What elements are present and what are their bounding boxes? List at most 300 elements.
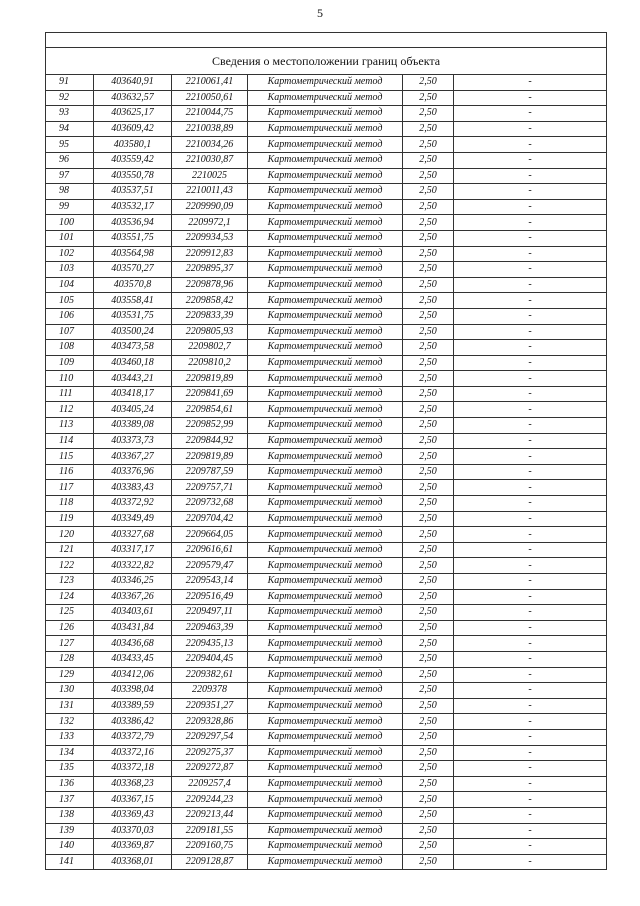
x-coordinate-cell: 403536,94 bbox=[94, 215, 172, 231]
accuracy-cell: 2,50 bbox=[403, 651, 454, 667]
method-cell: Картометрический метод bbox=[248, 761, 403, 777]
x-coordinate-cell: 403322,82 bbox=[94, 558, 172, 574]
accuracy-cell: 2,50 bbox=[403, 714, 454, 730]
point-number-cell: 106 bbox=[46, 308, 94, 324]
x-coordinate-cell: 403632,57 bbox=[94, 90, 172, 106]
point-number-cell: 93 bbox=[46, 106, 94, 122]
table-row bbox=[46, 527, 607, 543]
table-row bbox=[46, 75, 607, 91]
method-cell: Картометрический метод bbox=[248, 792, 403, 808]
y-coordinate-cell: 2209895,37 bbox=[172, 262, 248, 278]
x-coordinate-cell: 403580,1 bbox=[94, 137, 172, 153]
x-coordinate-cell: 403559,42 bbox=[94, 152, 172, 168]
table-row bbox=[46, 823, 607, 839]
table-row bbox=[46, 152, 607, 168]
description-cell: - bbox=[454, 745, 607, 761]
point-number-cell: 98 bbox=[46, 184, 94, 200]
point-number-cell: 123 bbox=[46, 574, 94, 590]
y-coordinate-cell: 2209802,7 bbox=[172, 340, 248, 356]
accuracy-cell: 2,50 bbox=[403, 340, 454, 356]
method-cell: Картометрический метод bbox=[248, 402, 403, 418]
x-coordinate-cell: 403551,75 bbox=[94, 230, 172, 246]
point-number-cell: 91 bbox=[46, 75, 94, 91]
table-row bbox=[46, 121, 607, 137]
y-coordinate-cell: 2210038,89 bbox=[172, 121, 248, 137]
x-coordinate-cell: 403537,51 bbox=[94, 184, 172, 200]
x-coordinate-cell: 403389,08 bbox=[94, 418, 172, 434]
x-coordinate-cell: 403640,91 bbox=[94, 75, 172, 91]
accuracy-cell: 2,50 bbox=[403, 605, 454, 621]
method-cell: Картометрический метод bbox=[248, 745, 403, 761]
y-coordinate-cell: 2210050,61 bbox=[172, 90, 248, 106]
table-row bbox=[46, 355, 607, 371]
table-row bbox=[46, 371, 607, 387]
point-number-cell: 105 bbox=[46, 293, 94, 309]
method-cell: Картометрический метод bbox=[248, 262, 403, 278]
accuracy-cell: 2,50 bbox=[403, 418, 454, 434]
x-coordinate-cell: 403370,03 bbox=[94, 823, 172, 839]
description-cell: - bbox=[454, 574, 607, 590]
method-cell: Картометрический метод bbox=[248, 683, 403, 699]
x-coordinate-cell: 403369,43 bbox=[94, 807, 172, 823]
x-coordinate-cell: 403372,18 bbox=[94, 761, 172, 777]
table-row bbox=[46, 792, 607, 808]
y-coordinate-cell: 2209128,87 bbox=[172, 854, 248, 870]
accuracy-cell: 2,50 bbox=[403, 807, 454, 823]
point-number-cell: 121 bbox=[46, 542, 94, 558]
method-cell: Картометрический метод bbox=[248, 807, 403, 823]
table-row bbox=[46, 277, 607, 293]
accuracy-cell: 2,50 bbox=[403, 308, 454, 324]
table-row bbox=[46, 542, 607, 558]
point-number-cell: 97 bbox=[46, 168, 94, 184]
table-row bbox=[46, 839, 607, 855]
y-coordinate-cell: 2209297,54 bbox=[172, 729, 248, 745]
accuracy-cell: 2,50 bbox=[403, 589, 454, 605]
x-coordinate-cell: 403473,58 bbox=[94, 340, 172, 356]
y-coordinate-cell: 2210061,41 bbox=[172, 75, 248, 91]
point-number-cell: 112 bbox=[46, 402, 94, 418]
point-number-cell: 108 bbox=[46, 340, 94, 356]
point-number-cell: 116 bbox=[46, 464, 94, 480]
point-number-cell: 141 bbox=[46, 854, 94, 870]
method-cell: Картометрический метод bbox=[248, 418, 403, 434]
y-coordinate-cell: 2209732,68 bbox=[172, 496, 248, 512]
description-cell: - bbox=[454, 807, 607, 823]
point-number-cell: 122 bbox=[46, 558, 94, 574]
table-row bbox=[46, 386, 607, 402]
accuracy-cell: 2,50 bbox=[403, 636, 454, 652]
method-cell: Картометрический метод bbox=[248, 558, 403, 574]
y-coordinate-cell: 2209257,4 bbox=[172, 776, 248, 792]
point-number-cell: 104 bbox=[46, 277, 94, 293]
description-cell: - bbox=[454, 355, 607, 371]
y-coordinate-cell: 2209819,89 bbox=[172, 371, 248, 387]
y-coordinate-cell: 2209787,59 bbox=[172, 464, 248, 480]
y-coordinate-cell: 2209272,87 bbox=[172, 761, 248, 777]
method-cell: Картометрический метод bbox=[248, 355, 403, 371]
accuracy-cell: 2,50 bbox=[403, 776, 454, 792]
description-cell: - bbox=[454, 667, 607, 683]
point-number-cell: 140 bbox=[46, 839, 94, 855]
table-row bbox=[46, 651, 607, 667]
table-row bbox=[46, 620, 607, 636]
accuracy-cell: 2,50 bbox=[403, 480, 454, 496]
method-cell: Картометрический метод bbox=[248, 651, 403, 667]
accuracy-cell: 2,50 bbox=[403, 371, 454, 387]
description-cell: - bbox=[454, 698, 607, 714]
point-number-cell: 107 bbox=[46, 324, 94, 340]
accuracy-cell: 2,50 bbox=[403, 698, 454, 714]
description-cell: - bbox=[454, 464, 607, 480]
point-number-cell: 117 bbox=[46, 480, 94, 496]
x-coordinate-cell: 403625,17 bbox=[94, 106, 172, 122]
table-row bbox=[46, 340, 607, 356]
point-number-cell: 124 bbox=[46, 589, 94, 605]
table-row bbox=[46, 464, 607, 480]
method-cell: Картометрический метод bbox=[248, 215, 403, 231]
method-cell: Картометрический метод bbox=[248, 293, 403, 309]
x-coordinate-cell: 403398,04 bbox=[94, 683, 172, 699]
description-cell: - bbox=[454, 308, 607, 324]
method-cell: Картометрический метод bbox=[248, 184, 403, 200]
description-cell: - bbox=[454, 184, 607, 200]
accuracy-cell: 2,50 bbox=[403, 277, 454, 293]
method-cell: Картометрический метод bbox=[248, 729, 403, 745]
x-coordinate-cell: 403349,49 bbox=[94, 511, 172, 527]
x-coordinate-cell: 403418,17 bbox=[94, 386, 172, 402]
y-coordinate-cell: 2210011,43 bbox=[172, 184, 248, 200]
description-cell: - bbox=[454, 418, 607, 434]
point-number-cell: 125 bbox=[46, 605, 94, 621]
point-number-cell: 111 bbox=[46, 386, 94, 402]
accuracy-cell: 2,50 bbox=[403, 121, 454, 137]
accuracy-cell: 2,50 bbox=[403, 90, 454, 106]
description-cell: - bbox=[454, 386, 607, 402]
description-cell: - bbox=[454, 168, 607, 184]
y-coordinate-cell: 2209463,39 bbox=[172, 620, 248, 636]
point-number-cell: 110 bbox=[46, 371, 94, 387]
description-cell: - bbox=[454, 792, 607, 808]
table-row bbox=[46, 418, 607, 434]
table-row bbox=[46, 574, 607, 590]
accuracy-cell: 2,50 bbox=[403, 683, 454, 699]
y-coordinate-cell: 2209664,05 bbox=[172, 527, 248, 543]
x-coordinate-cell: 403412,06 bbox=[94, 667, 172, 683]
description-cell: - bbox=[454, 324, 607, 340]
accuracy-cell: 2,50 bbox=[403, 449, 454, 465]
y-coordinate-cell: 2210034,26 bbox=[172, 137, 248, 153]
x-coordinate-cell: 403367,26 bbox=[94, 589, 172, 605]
method-cell: Картометрический метод bbox=[248, 527, 403, 543]
description-cell: - bbox=[454, 714, 607, 730]
x-coordinate-cell: 403531,75 bbox=[94, 308, 172, 324]
y-coordinate-cell: 2210044,75 bbox=[172, 106, 248, 122]
point-number-cell: 137 bbox=[46, 792, 94, 808]
method-cell: Картометрический метод bbox=[248, 386, 403, 402]
description-cell: - bbox=[454, 371, 607, 387]
x-coordinate-cell: 403570,27 bbox=[94, 262, 172, 278]
table-row bbox=[46, 449, 607, 465]
y-coordinate-cell: 2209579,47 bbox=[172, 558, 248, 574]
point-number-cell: 101 bbox=[46, 230, 94, 246]
y-coordinate-cell: 2209275,37 bbox=[172, 745, 248, 761]
point-number-cell: 127 bbox=[46, 636, 94, 652]
x-coordinate-cell: 403403,61 bbox=[94, 605, 172, 621]
accuracy-cell: 2,50 bbox=[403, 324, 454, 340]
y-coordinate-cell: 2209244,23 bbox=[172, 792, 248, 808]
point-number-cell: 115 bbox=[46, 449, 94, 465]
method-cell: Картометрический метод bbox=[248, 776, 403, 792]
y-coordinate-cell: 2210030,87 bbox=[172, 152, 248, 168]
point-number-cell: 135 bbox=[46, 761, 94, 777]
x-coordinate-cell: 403327,68 bbox=[94, 527, 172, 543]
accuracy-cell: 2,50 bbox=[403, 137, 454, 153]
description-cell: - bbox=[454, 761, 607, 777]
x-coordinate-cell: 403436,68 bbox=[94, 636, 172, 652]
method-cell: Картометрический метод bbox=[248, 137, 403, 153]
method-cell: Картометрический метод bbox=[248, 542, 403, 558]
method-cell: Картометрический метод bbox=[248, 511, 403, 527]
table-row bbox=[46, 496, 607, 512]
accuracy-cell: 2,50 bbox=[403, 464, 454, 480]
method-cell: Картометрический метод bbox=[248, 277, 403, 293]
method-cell: Картометрический метод bbox=[248, 340, 403, 356]
x-coordinate-cell: 403431,84 bbox=[94, 620, 172, 636]
table-row bbox=[46, 807, 607, 823]
point-number-cell: 118 bbox=[46, 496, 94, 512]
description-cell: - bbox=[454, 636, 607, 652]
table-row bbox=[46, 729, 607, 745]
accuracy-cell: 2,50 bbox=[403, 667, 454, 683]
point-number-cell: 128 bbox=[46, 651, 94, 667]
y-coordinate-cell: 2209435,13 bbox=[172, 636, 248, 652]
y-coordinate-cell: 2209382,61 bbox=[172, 667, 248, 683]
description-cell: - bbox=[454, 277, 607, 293]
blank-row bbox=[46, 33, 607, 48]
point-number-cell: 133 bbox=[46, 729, 94, 745]
y-coordinate-cell: 2209378 bbox=[172, 683, 248, 699]
description-cell: - bbox=[454, 496, 607, 512]
method-cell: Картометрический метод bbox=[248, 496, 403, 512]
page-number: 5 bbox=[317, 6, 323, 20]
y-coordinate-cell: 2209972,1 bbox=[172, 215, 248, 231]
description-cell: - bbox=[454, 527, 607, 543]
method-cell: Картометрический метод bbox=[248, 823, 403, 839]
accuracy-cell: 2,50 bbox=[403, 293, 454, 309]
description-cell: - bbox=[454, 449, 607, 465]
table-row bbox=[46, 262, 607, 278]
description-cell: - bbox=[454, 75, 607, 91]
accuracy-cell: 2,50 bbox=[403, 75, 454, 91]
description-cell: - bbox=[454, 137, 607, 153]
accuracy-cell: 2,50 bbox=[403, 574, 454, 590]
point-number-cell: 120 bbox=[46, 527, 94, 543]
x-coordinate-cell: 403386,42 bbox=[94, 714, 172, 730]
method-cell: Картометрический метод bbox=[248, 168, 403, 184]
y-coordinate-cell: 2209160,75 bbox=[172, 839, 248, 855]
x-coordinate-cell: 403372,92 bbox=[94, 496, 172, 512]
point-number-cell: 139 bbox=[46, 823, 94, 839]
x-coordinate-cell: 403460,18 bbox=[94, 355, 172, 371]
method-cell: Картометрический метод bbox=[248, 230, 403, 246]
table-row bbox=[46, 308, 607, 324]
description-cell: - bbox=[454, 106, 607, 122]
description-cell: - bbox=[454, 215, 607, 231]
x-coordinate-cell: 403550,78 bbox=[94, 168, 172, 184]
accuracy-cell: 2,50 bbox=[403, 792, 454, 808]
method-cell: Картометрический метод bbox=[248, 106, 403, 122]
accuracy-cell: 2,50 bbox=[403, 823, 454, 839]
method-cell: Картометрический метод bbox=[248, 121, 403, 137]
y-coordinate-cell: 2209833,39 bbox=[172, 308, 248, 324]
point-number-cell: 100 bbox=[46, 215, 94, 231]
point-number-cell: 92 bbox=[46, 90, 94, 106]
point-number-cell: 119 bbox=[46, 511, 94, 527]
x-coordinate-cell: 403372,16 bbox=[94, 745, 172, 761]
description-cell: - bbox=[454, 683, 607, 699]
x-coordinate-cell: 403367,27 bbox=[94, 449, 172, 465]
method-cell: Картометрический метод bbox=[248, 636, 403, 652]
x-coordinate-cell: 403369,87 bbox=[94, 839, 172, 855]
table-row bbox=[46, 106, 607, 122]
method-cell: Картометрический метод bbox=[248, 371, 403, 387]
method-cell: Картометрический метод bbox=[248, 620, 403, 636]
x-coordinate-cell: 403564,98 bbox=[94, 246, 172, 262]
y-coordinate-cell: 2209213,44 bbox=[172, 807, 248, 823]
accuracy-cell: 2,50 bbox=[403, 558, 454, 574]
table-row bbox=[46, 636, 607, 652]
table-row bbox=[46, 511, 607, 527]
method-cell: Картометрический метод bbox=[248, 480, 403, 496]
table-row bbox=[46, 761, 607, 777]
accuracy-cell: 2,50 bbox=[403, 511, 454, 527]
point-number-cell: 113 bbox=[46, 418, 94, 434]
accuracy-cell: 2,50 bbox=[403, 262, 454, 278]
accuracy-cell: 2,50 bbox=[403, 854, 454, 870]
description-cell: - bbox=[454, 558, 607, 574]
y-coordinate-cell: 2209878,96 bbox=[172, 277, 248, 293]
y-coordinate-cell: 2209819,89 bbox=[172, 449, 248, 465]
boundary-table bbox=[45, 32, 607, 870]
method-cell: Картометрический метод bbox=[248, 589, 403, 605]
x-coordinate-cell: 403532,17 bbox=[94, 199, 172, 215]
table-row bbox=[46, 90, 607, 106]
x-coordinate-cell: 403383,43 bbox=[94, 480, 172, 496]
method-cell: Картометрический метод bbox=[248, 433, 403, 449]
x-coordinate-cell: 403570,8 bbox=[94, 277, 172, 293]
y-coordinate-cell: 2209934,53 bbox=[172, 230, 248, 246]
x-coordinate-cell: 403443,21 bbox=[94, 371, 172, 387]
point-number-cell: 129 bbox=[46, 667, 94, 683]
description-cell: - bbox=[454, 246, 607, 262]
accuracy-cell: 2,50 bbox=[403, 168, 454, 184]
table-row bbox=[46, 854, 607, 870]
description-cell: - bbox=[454, 620, 607, 636]
description-cell: - bbox=[454, 729, 607, 745]
method-cell: Картометрический метод bbox=[248, 714, 403, 730]
accuracy-cell: 2,50 bbox=[403, 215, 454, 231]
table-row bbox=[46, 683, 607, 699]
description-cell: - bbox=[454, 340, 607, 356]
accuracy-cell: 2,50 bbox=[403, 433, 454, 449]
method-cell: Картометрический метод bbox=[248, 839, 403, 855]
point-number-cell: 95 bbox=[46, 137, 94, 153]
point-number-cell: 96 bbox=[46, 152, 94, 168]
description-cell: - bbox=[454, 776, 607, 792]
description-cell: - bbox=[454, 121, 607, 137]
point-number-cell: 138 bbox=[46, 807, 94, 823]
table-row bbox=[46, 137, 607, 153]
description-cell: - bbox=[454, 823, 607, 839]
description-cell: - bbox=[454, 293, 607, 309]
accuracy-cell: 2,50 bbox=[403, 761, 454, 777]
x-coordinate-cell: 403609,42 bbox=[94, 121, 172, 137]
method-cell: Картометрический метод bbox=[248, 152, 403, 168]
x-coordinate-cell: 403558,41 bbox=[94, 293, 172, 309]
x-coordinate-cell: 403500,24 bbox=[94, 324, 172, 340]
x-coordinate-cell: 403368,01 bbox=[94, 854, 172, 870]
table-row bbox=[46, 667, 607, 683]
accuracy-cell: 2,50 bbox=[403, 620, 454, 636]
table-row bbox=[46, 714, 607, 730]
y-coordinate-cell: 2209404,45 bbox=[172, 651, 248, 667]
description-cell: - bbox=[454, 152, 607, 168]
x-coordinate-cell: 403346,25 bbox=[94, 574, 172, 590]
accuracy-cell: 2,50 bbox=[403, 106, 454, 122]
y-coordinate-cell: 2210025 bbox=[172, 168, 248, 184]
point-number-cell: 109 bbox=[46, 355, 94, 371]
accuracy-cell: 2,50 bbox=[403, 152, 454, 168]
accuracy-cell: 2,50 bbox=[403, 542, 454, 558]
description-cell: - bbox=[454, 542, 607, 558]
description-cell: - bbox=[454, 854, 607, 870]
table-row bbox=[46, 558, 607, 574]
table-row bbox=[46, 293, 607, 309]
y-coordinate-cell: 2209543,14 bbox=[172, 574, 248, 590]
point-number-cell: 131 bbox=[46, 698, 94, 714]
y-coordinate-cell: 2209810,2 bbox=[172, 355, 248, 371]
table-row bbox=[46, 402, 607, 418]
accuracy-cell: 2,50 bbox=[403, 745, 454, 761]
x-coordinate-cell: 403372,79 bbox=[94, 729, 172, 745]
table-title: Сведения о местоположении границ объекта bbox=[46, 48, 607, 75]
method-cell: Картометрический метод bbox=[248, 605, 403, 621]
description-cell: - bbox=[454, 90, 607, 106]
y-coordinate-cell: 2209351,27 bbox=[172, 698, 248, 714]
method-cell: Картометрический метод bbox=[248, 324, 403, 340]
table-row bbox=[46, 324, 607, 340]
accuracy-cell: 2,50 bbox=[403, 386, 454, 402]
method-cell: Картометрический метод bbox=[248, 246, 403, 262]
description-cell: - bbox=[454, 651, 607, 667]
y-coordinate-cell: 2209516,49 bbox=[172, 589, 248, 605]
description-cell: - bbox=[454, 433, 607, 449]
y-coordinate-cell: 2209757,71 bbox=[172, 480, 248, 496]
accuracy-cell: 2,50 bbox=[403, 246, 454, 262]
y-coordinate-cell: 2209912,83 bbox=[172, 246, 248, 262]
y-coordinate-cell: 2209990,09 bbox=[172, 199, 248, 215]
method-cell: Картометрический метод bbox=[248, 199, 403, 215]
table-row bbox=[46, 168, 607, 184]
method-cell: Картометрический метод bbox=[248, 574, 403, 590]
point-number-cell: 94 bbox=[46, 121, 94, 137]
table-row bbox=[46, 199, 607, 215]
method-cell: Картометрический метод bbox=[248, 667, 403, 683]
method-cell: Картометрический метод bbox=[248, 75, 403, 91]
accuracy-cell: 2,50 bbox=[403, 402, 454, 418]
table-row bbox=[46, 246, 607, 262]
